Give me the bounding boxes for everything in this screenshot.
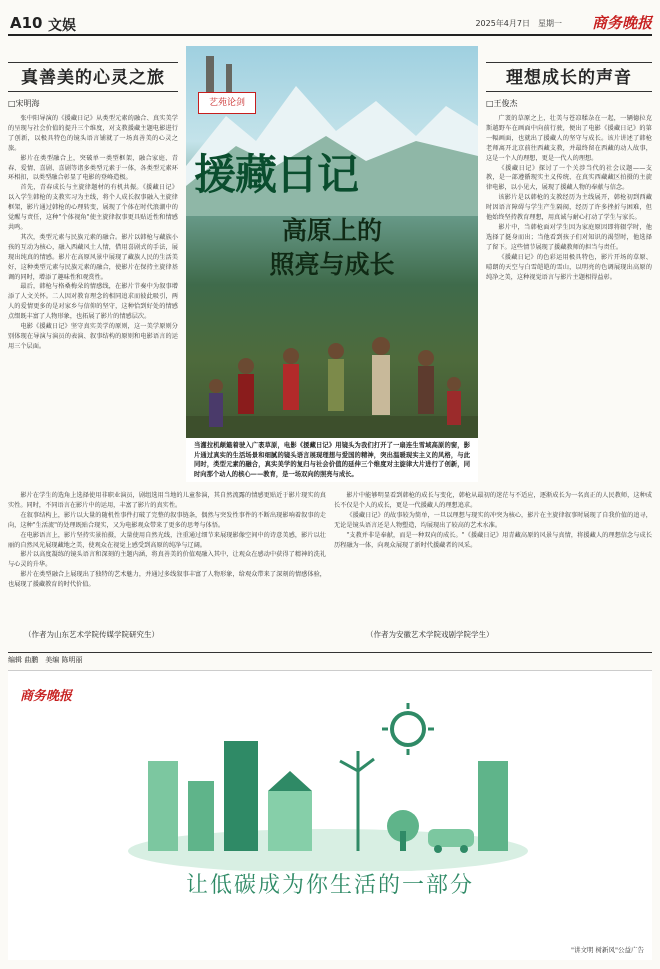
photo-caption-box [186,438,478,482]
photo-caption: 当灌拉机颠簸着驶入广袤草原，电影《援藏日记》用镜头为我们打开了一扇连生雪域高原的窗，影片通过真实的生活场景和细腻的镜头语言展现理想与爱国的精神，突出温暖现实主义的风格，与此同时，类型元素的融合，真实美学的复归与社会价值的延伸三个维度对主旋律大片进行了创新，同时向那个动人的核心——教育，是一场双向的照亮与成长。 [194,442,470,478]
paragraph: 在电影语言上，影片坚持实景拍摄，大量使用自然光线，注重通过细节来展现影像空间中的诗意美感，影片以壮丽的自然风光展现藏地之美，使观众在视觉上感受到高原的纯净与辽阔。 [8,531,326,549]
section-name: 文娱 [48,18,76,34]
ad-slogan: 让低碳成为你生活的一部分 [185,873,474,898]
right-author-note: （作者为安徽艺术学院戏剧学院学生） [366,630,494,639]
low-carbon-city-illustration [128,701,528,871]
right-article-body [486,114,652,486]
paragraph: 影片在类型融合上展现出了独特的艺术魅力，并通过多线叙事丰富了人物形象，给观众带来了深刻的情感体验，也展现了援藏教育的时代价值。 [8,571,326,589]
paragraph: 影片在类型融合上，突破单一类型框架，融合家庭、青春、爱情、喜剧、喜剧等诸多类型元素于一体，各类型元素环环相扣，以类型融合彰显了电影的登峰造极。 [8,154,178,182]
left-author-note: （作者为山东艺术学院传媒学院研究生） [24,630,159,639]
paragraph: 影片在学生的选角上选择使用非职业演员，剧组选用当地的儿童参演，其自然流露的情感更贴近于影片现实的真实性。同时，不同语言在影片中的运用，丰富了影片的真实性。 [8,492,326,509]
poster-title: 援藏日记 [194,150,359,199]
ad-logo: 商务晚报 [20,689,73,704]
page-number: A10 [10,14,43,32]
right-article-title: 理想成长的声音 [506,68,632,88]
paragraph: 《援藏日记》的色彩运用极具特色，影片开场的草原、晴朗的天空与白雪皑皑的雪山，以明亮的色调展现出高原的纯净之美，这种视觉语言与影片主题相得益彰。 [486,253,652,281]
paragraph: 在叙事结构上，影片以大量的随机性事件打破了完整的叙事链条，偶然与突发性事件的不断出现影响着叙事的走向，这种"生活流"的处理既贴合现实，又为电影观众带来了更多的思考与体悟。 [8,511,326,529]
paragraph: 影片中，当韩枪面对学生因为家庭原因即将辍学时，他选择了挺身而出；当他看到孩子们对知识的渴望时，他选择了留下。这些情节展现了援藏教师的担当与责任。 [486,223,652,251]
newspaper-logo: 商务晚报 [591,14,652,32]
paragraph: 该影片是以韩枪的支教经历为主线展开，韩枪初到西藏时因语言障碍与学生产生隔阂，经历了许多挫折与困难，但他始终坚持教育理想，用真诚与耐心打动了学生与家长。 [486,194,652,222]
paragraph: 广袤的草原之上，壮美与苍凉糅杂在一起，一辆德拉克斯越野车在画面中向前行驶，便出了电影《援藏日记》的第一幅画面，也就出了援藏人的坚守与成长。该片讲述了韩枪老师离开北京前往西藏支教，并最终留在西藏的动人故事，这是一个人的理想，更是一代人的理想。 [486,115,652,162]
issue-date: 2025年4月7日 星期一 [475,19,562,28]
editors-line: 编辑 曲鹏 美编 陈明丽 [8,652,652,665]
public-service-ad [8,670,652,960]
left-article-heading [8,62,178,92]
left-byline: □宋明海 [8,99,40,108]
film-poster-image [186,46,478,480]
paragraph: 《援藏日记》探讨了一个关涉当代的社会议题——支教，是一部遵循现实主义传统、在真实西藏藏区拍摄的主旋律电影，以小见大，展现了援藏人物的奉献与信念。 [486,164,652,192]
hero-subtitle-line2: 照亮与成长 [269,250,395,279]
paragraph: 张中阳导演的《援藏日记》从类型元素的融合、真实美学的呈现与社会价值的提升三个维度，对支教援藏主题电影进行了创新，以极具特色的镜头语言铺就了一场真善美的心灵之旅。 [8,115,178,152]
ad-credit: "讲文明 树新风"公益广告 [570,946,644,954]
paragraph: 最后，韩枪与格桑梅朵的情感线，在影片节奏中为叙事增添了人文关怀。二人因对教育理念的相同追求而彼此吸引，两人的爱情更多的是对家乡与信仰的坚守，这种恰到好处的情感点缀既丰富了人物形象，也拓展了影片的情感层次。 [8,283,178,321]
paragraph: 影片中能够明显看到韩枪的成长与变化，韩枪从最初的迷茫与不适应，逐渐成长为一名真正的人民教师，这种成长不仅是个人的成长，更是一代援藏人的理想追求。 [334,492,652,509]
hero-subtitle-line1: 高原上的 [281,216,382,245]
paragraph: "支教并非是奉献，而是一种双向的成长。"《援藏日记》用青藏高原的风景与真情，将援藏人的理想信念与成长历程融为一体，向观众展现了新时代援藏者的风采。 [334,531,652,549]
paragraph: 其次，类型元素与民族元素的融合。影片以韩枪与藏族小孩的互动为核心，融入西藏风土人情，借用喜剧式的手法，展现出纯真的情感。影片在高原风景中展现了藏族人民的生活美好，这种类型元素与民族元素的融合，使影片在保持主旋律基调的同时，增添了趣味性和观赏性。 [8,233,178,281]
left-article-continued [8,491,326,626]
paragraph: 首先，青春成长与主旋律题材的有机共振。《援藏日记》以入学生韩枪的支教实习为主线，将个人成长叙事融入主旋律框架，影片通过韩枪的心理转变，展现了个体在时代浪潮中的觉醒与责任，这种"个体视角"使主旋律叙事更具贴近性和情感共鸣。 [8,184,178,231]
column-tag: 艺苑论剑 [198,92,256,114]
page-header [8,14,652,36]
paragraph: 《援藏日记》的故事较为简单，一旦以理想与现实的冲突为核心，影片在主旋律叙事时展现了自我价值的追寻，无论是镜头语言还是人物塑造，均展现出了较高的艺术水准。 [334,511,652,529]
paragraph: 电影《援藏日记》坚守真实美学的原则，这一美学原则分别体现在导演与演员的表演、叙事结构的原则和电影语言的运用三个层面。 [8,323,178,350]
right-article-continued [334,491,652,626]
right-byline: □王俊杰 [486,99,518,108]
paragraph: 影片以高度凝练的镜头语言和深刻的主题内涵，将真善美的价值观融入其中，让观众在感动中获得了精神的洗礼与心灵的升华。 [8,551,326,569]
left-article-title: 真善美的心灵之旅 [21,68,165,88]
right-article-heading [486,62,652,92]
left-article-body [8,114,178,489]
